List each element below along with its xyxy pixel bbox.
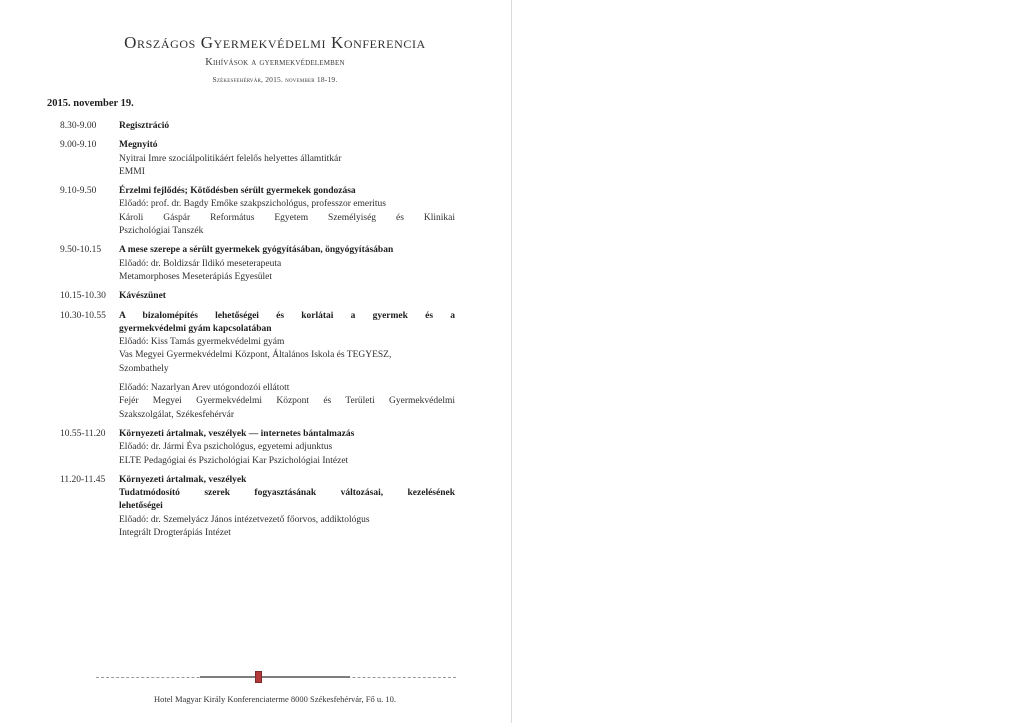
- program-time: 9.50-10.15: [60, 245, 102, 256]
- organization-line: Pszichológiai Tanszék: [119, 226, 204, 237]
- program-title: Környezeti ártalmak, veszélyek: [119, 474, 247, 485]
- program-time: 9.10-9.50: [60, 186, 97, 197]
- organization-line: Integrált Drogterápiás Intézet: [119, 528, 231, 539]
- program-item: [60, 428, 455, 468]
- speaker-line: Előadó: Nazarlyan Arev utógondozói ellátott: [119, 383, 290, 394]
- program-title: Érzelmi fejlődés; Kötődésben sérült gyermekek gondozása: [119, 186, 356, 197]
- organization-line: EMMI: [119, 166, 145, 177]
- organization-line: Fejér Megyei Gyermekvédelmi Központ és Területi Gyermekvédelmi: [119, 396, 455, 407]
- speaker-line: Előadó: prof. dr. Bagdy Emőke szakpszichológus, professzor emeritus: [119, 199, 386, 210]
- speaker-line: Nyitrai Imre szociálpolitikáért felelős helyettes államtitkár: [119, 153, 342, 164]
- program-time: 10.55-11.20: [60, 428, 106, 439]
- program-title: A mese szerepe a sérült gyermekek gyógyításában, öngyógyításában: [119, 245, 394, 256]
- organization-line: Károli Gáspár Református Egyetem Személyiség és Klinikai: [119, 212, 455, 223]
- organization-line: Vas Megyei Gyermekvédelmi Központ, Általános Iskola és TEGYESZ,: [119, 350, 392, 361]
- program-time: 9.00-9.10: [60, 140, 97, 151]
- program-time: 8.30-9.00: [60, 121, 97, 131]
- program-title: Kávészünet: [119, 291, 166, 302]
- conference-title: Országos Gyermekvédelmi Konferencia: [124, 33, 426, 52]
- organization-line: Szakszolgálat, Székesfehérvár: [119, 409, 235, 420]
- program-item: [60, 290, 455, 303]
- program-title: Regisztráció: [119, 121, 170, 131]
- organization-line: Metamorphoses Meseterápiás Egyesület: [119, 271, 273, 282]
- footer-divider-accent: [200, 676, 350, 678]
- speaker-line: Előadó: dr. Jármi Éva pszichológus, egyetemi adjunktus: [119, 442, 333, 453]
- program-list: [60, 120, 455, 546]
- program-day: 2015. november 19.: [47, 98, 134, 109]
- organization-line: Szombathely: [119, 363, 169, 374]
- coat-of-arms-icon: [255, 671, 262, 683]
- program-item: [60, 139, 455, 179]
- footer-venue: Hotel Magyar Király Konferenciaterme 8000 Székesfehérvár, Fő u. 10.: [153, 694, 397, 704]
- page-spread-divider: [511, 0, 512, 723]
- program-title: Tudatmódosító szerek fogyasztásának változásai, kezelésének: [119, 488, 455, 499]
- speaker-line: Előadó: dr. Boldizsár Ildikó meseterapeuta: [119, 258, 282, 269]
- program-item: [60, 120, 455, 133]
- program-title: Környezeti ártalmak, veszélyek — internetes bántalmazás: [119, 428, 355, 439]
- program-item: [60, 474, 455, 540]
- speaker-line: Előadó: Kiss Tamás gyermekvédelmi gyám: [119, 337, 285, 348]
- program-time: 10.15-10.30: [60, 291, 106, 302]
- program-title: gyermekvédelmi gyám kapcsolatában: [119, 323, 272, 334]
- program-time: 11.20-11.45: [60, 474, 106, 485]
- program-item: [60, 244, 455, 284]
- program-time: 10.30-10.55: [60, 310, 106, 321]
- program-title: lehetőségei: [119, 501, 163, 512]
- conference-subtitle: Kihívások a gyermekvédelemben: [205, 57, 345, 68]
- organization-line: ELTE Pedagógiai és Pszichológiai Kar Pszichológiai Intézet: [119, 455, 349, 466]
- conference-date-location: Székesfehérvár, 2015. november 18-19.: [212, 75, 338, 84]
- program-item: [60, 185, 455, 238]
- program-title: Megnyitó: [119, 140, 158, 151]
- program-item: [60, 310, 455, 422]
- speaker-line: Előadó: dr. Szemelyácz János intézetvezető főorvos, addiktológus: [119, 514, 370, 525]
- program-title: A bizalomépítés lehetőségei és korlátai a gyermek és a: [119, 310, 455, 321]
